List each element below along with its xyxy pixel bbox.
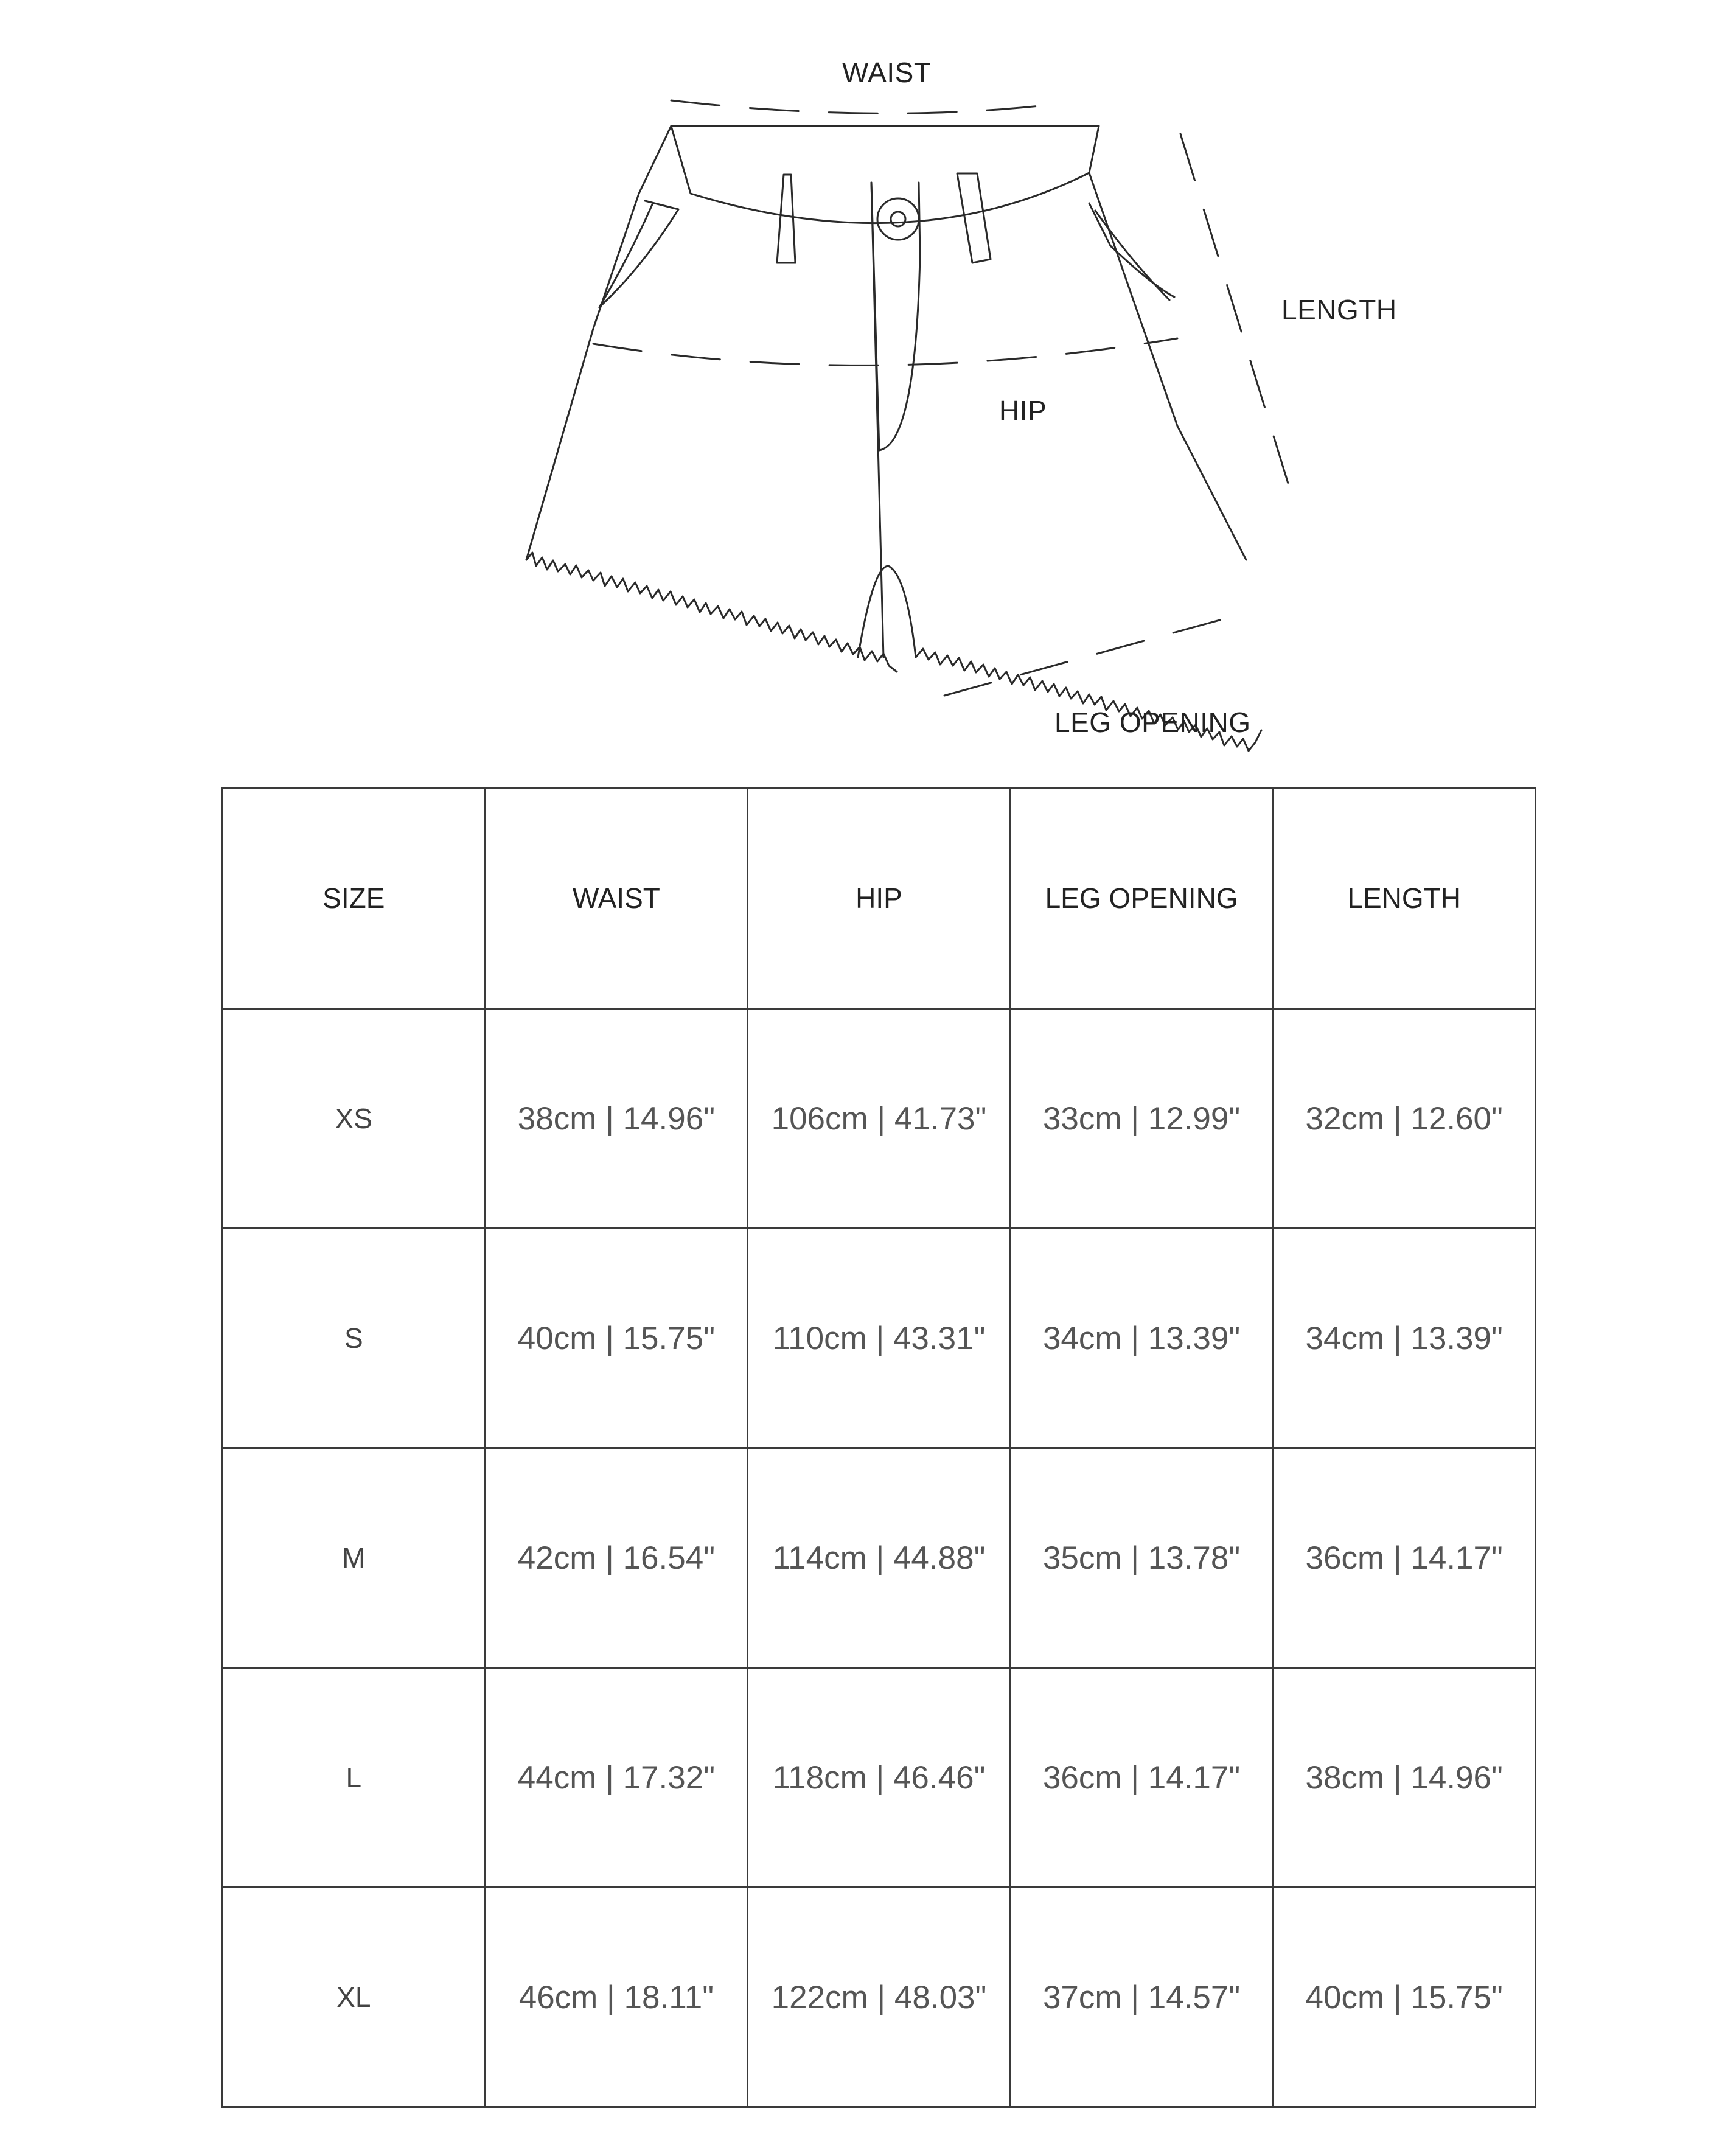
length-cell: 38cm | 14.96" xyxy=(1273,1668,1536,1888)
table-header-row xyxy=(223,788,1536,1009)
left-hem-fray xyxy=(526,553,897,672)
hip-cell: 122cm | 48.03" xyxy=(748,1888,1011,2107)
table-row xyxy=(223,1668,1536,1888)
waist-cell: 46cm | 18.11" xyxy=(485,1888,748,2107)
leg-opening-label: LEG OPENING xyxy=(1054,706,1251,738)
belt-loop-right xyxy=(957,173,991,263)
shorts-measurement-diagram xyxy=(0,0,1725,767)
hip-measure-line xyxy=(593,338,1177,365)
waist-cell: 38cm | 14.96" xyxy=(485,1009,748,1229)
leg-opening-cell: 34cm | 13.39" xyxy=(1010,1229,1273,1448)
header-size: SIZE xyxy=(223,788,486,1009)
size-chart-table xyxy=(221,787,1536,2108)
size-cell: S xyxy=(223,1229,486,1448)
length-cell: 34cm | 13.39" xyxy=(1273,1229,1536,1448)
leg-opening-cell: 33cm | 12.99" xyxy=(1010,1009,1273,1229)
size-cell: L xyxy=(223,1668,486,1888)
length-cell: 40cm | 15.75" xyxy=(1273,1888,1536,2107)
length-cell: 32cm | 12.60" xyxy=(1273,1009,1536,1229)
hip-cell: 110cm | 43.31" xyxy=(748,1229,1011,1448)
hip-cell: 114cm | 44.88" xyxy=(748,1448,1011,1668)
waist-cell: 44cm | 17.32" xyxy=(485,1668,748,1888)
header-hip: HIP xyxy=(748,788,1011,1009)
waistband-outline xyxy=(671,126,1099,223)
shorts-illustration xyxy=(0,0,1725,767)
waist-measure-line xyxy=(671,100,1062,113)
length-cell: 36cm | 14.17" xyxy=(1273,1448,1536,1668)
shorts-outline-right xyxy=(1089,173,1246,560)
table-row xyxy=(223,1888,1536,2107)
hip-label: HIP xyxy=(999,395,1047,427)
leg-opening-cell: 35cm | 13.78" xyxy=(1010,1448,1273,1668)
header-leg-opening: LEG OPENING xyxy=(1010,788,1273,1009)
header-length: LENGTH xyxy=(1273,788,1536,1009)
size-cell: M xyxy=(223,1448,486,1668)
table-row xyxy=(223,1448,1536,1668)
length-measure-line xyxy=(1180,134,1295,505)
center-seam xyxy=(871,183,883,657)
waist-cell: 42cm | 16.54" xyxy=(485,1448,748,1668)
waist-cell: 40cm | 15.75" xyxy=(485,1229,748,1448)
table-row xyxy=(223,1229,1536,1448)
pocket-right xyxy=(1089,203,1174,297)
crotch xyxy=(858,566,916,657)
header-waist: WAIST xyxy=(485,788,748,1009)
leg-opening-cell: 37cm | 14.57" xyxy=(1010,1888,1273,2107)
hip-cell: 118cm | 46.46" xyxy=(748,1668,1011,1888)
belt-loop-left xyxy=(777,175,795,263)
size-cell: XS xyxy=(223,1009,486,1229)
leg-opening-cell: 36cm | 14.17" xyxy=(1010,1668,1273,1888)
button xyxy=(877,198,919,240)
size-cell: XL xyxy=(223,1888,486,2107)
length-label: LENGTH xyxy=(1281,294,1397,326)
hip-cell: 106cm | 41.73" xyxy=(748,1009,1011,1229)
waist-label: WAIST xyxy=(842,57,932,88)
table-row xyxy=(223,1009,1536,1229)
shorts-outline-left xyxy=(526,126,671,560)
pocket-left xyxy=(599,201,678,307)
leg-opening-measure-line xyxy=(944,616,1235,696)
